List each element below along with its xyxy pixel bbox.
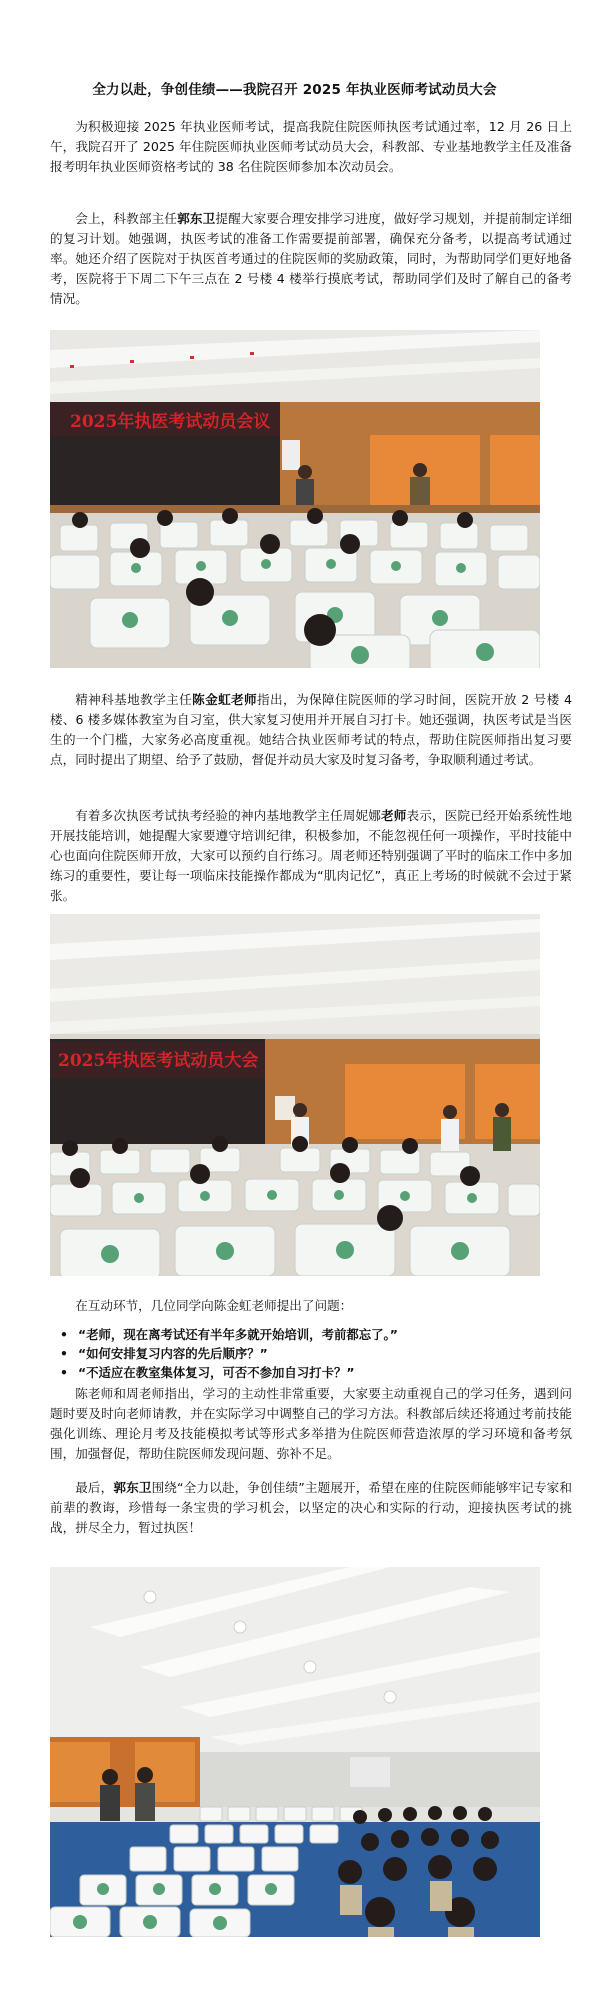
- text: 表示，医院已经开始系统性地开展技能培训，她提醒大家要遵守培训纪律，积极参加，不能忽视任何一项操作，平时技能中心也面向住院医师开放，大家可以预约自行练习。周老师还特别强调了平时的临床工作中多加练习的重要性，要让每一项临床技能操作都成为“肌肉记忆”，真正上考场的时候就不会过于紧张。: [50, 808, 573, 903]
- text: 精神科基地教学主任: [75, 692, 193, 707]
- paragraph-chen-remarks: [50, 690, 572, 770]
- question-item: • “如何安排复习内容的先后顺序？”: [50, 1344, 570, 1363]
- paragraph-zhou-remarks: [50, 806, 572, 906]
- meeting-photo-1: [50, 330, 540, 668]
- speaker-name: 郭东卫: [113, 1480, 152, 1495]
- meeting-photo-3-image: [50, 1567, 540, 1937]
- paragraph-intro: 为积极迎接 2025 年执业医师考试，提高我院住院医师执医考试通过率，12 月 26 日上午，我院召开了 2025 年住院医师执业医师考试动员大会，科教部、专业基地教学主任及准备报考明年执业医师资格考试的 38 名住院医师参加本次动员会。: [50, 119, 572, 174]
- text: 有着多次执医考试执考经验的神内基地教学主任周妮娜: [75, 808, 382, 823]
- text: 提醒大家要合理安排学习进度，做好学习规划，并提前制定详细的复习计划。她强调，执医考试的准备工作需要提前部署，确保充分备考，以提高考试通过率。她还介绍了医院对于执医首考通过的住院医师的奖励政策，同时，为帮助同学们更好地备考，医院将于下周二下午三点在 2 号楼 4 楼举行摸底考试，帮助同学们及时了解自己的备考情况。: [50, 211, 573, 306]
- text: 围绕“全力以赴，争创佳绩”主题展开，希望在座的住院医师能够牢记专家和前辈的教诲，珍惜每一条宝贵的学习机会，以坚定的决心和实际的行动，迎接执医考试的挑战，拼尽全力，暂过执医！: [50, 1480, 573, 1535]
- speaker-name: 陈金虹老师: [192, 692, 258, 707]
- question-item: • “不适应在教室集体复习，可否不参加自习打卡？”: [50, 1363, 570, 1382]
- question-list: [50, 1325, 570, 1382]
- meeting-photo-1-image: [50, 330, 540, 668]
- banner-text: 2025年执医考试动员大会: [58, 1051, 259, 1071]
- speaker-name: 老师: [381, 808, 407, 823]
- article-title: 全力以赴，争创佳绩——我院召开 2025 年执业医师考试动员大会: [92, 82, 497, 98]
- meeting-photo-3: [50, 1567, 540, 1937]
- paragraph-closing: [50, 1478, 572, 1538]
- meeting-photo-2-image: [50, 914, 540, 1276]
- paragraph-teacher-answers: 陈老师和周老师指出，学习的主动性非常重要，大家要主动重视自己的学习任务，遇到问题时要及时向老师请教，并在实际学习中调整自己的学习方法。科教部后续还将通过考前技能强化训练、理论月考及技能模拟考试等形式多举措为住院医师营造浓厚的学习环境和备考氛围，加强督促，帮助住院医师发现问题、弥补不足。: [50, 1386, 572, 1461]
- paragraph-interaction: 在互动环节，几位同学向陈金虹老师提出了问题：: [75, 1298, 353, 1313]
- paragraph-guo-remarks: [50, 209, 572, 309]
- text: 指出，为保障住院医师的学习时间，医院开放 2 号楼 4 楼、6 楼多媒体教室为自习室，供大家复习使用并开展自习打卡。她还强调，执医考试是当医生的一个门槛，大家务必高度重视。她结合执业医师考试的特点，帮助住院医师指出复习要点，同时提出了期望、给予了鼓励，督促并动员大家及时复习备考，争取顺利通过考试。: [50, 692, 573, 767]
- banner-text: 2025年执医考试动员会议: [70, 412, 271, 432]
- meeting-photo-2: [50, 914, 540, 1276]
- speaker-name: 郭东卫: [177, 211, 216, 226]
- question-item: • “老师，现在离考试还有半年多就开始培训，考前都忘了。”: [50, 1325, 570, 1344]
- text: 最后，: [75, 1480, 114, 1495]
- text: 会上，科教部主任: [75, 211, 178, 226]
